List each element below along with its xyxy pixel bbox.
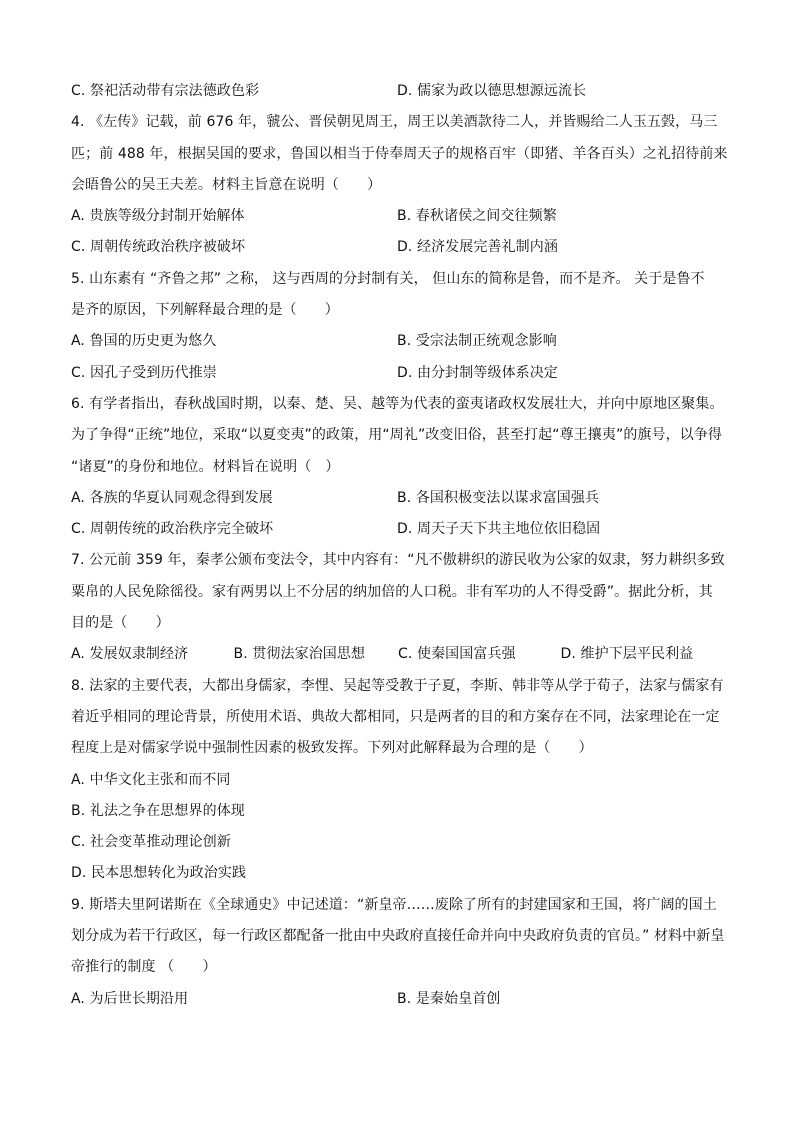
option-c: C. 周朝传统的政治秩序完全破坏 [71, 521, 274, 538]
question-7 [71, 545, 723, 670]
option-a: A. 各族的华夏认同观念得到发展 [71, 489, 273, 506]
option-d: D. 周天子天下共主地位依旧稳固 [397, 521, 601, 538]
question-stem-line: “诸夏”的身份和地位。材料旨在说明（ ） [71, 458, 340, 475]
question-9 [71, 890, 723, 1015]
option-c: C. 社会变革推动理论创新 [71, 834, 231, 851]
option-c: C. 使秦国国富兵强 [398, 646, 516, 663]
option-b: B. 春秋诸侯之间交往频繁 [397, 208, 557, 225]
question-stem-line: 5. 山东素有 “齐鲁之邦” 之称， 这与西周的分封制有关， 但山东的简称是鲁，而不是齐。 关于是鲁不 [71, 270, 705, 287]
option-b: B. 受宗法制正统观念影响 [397, 333, 557, 350]
options-row [71, 984, 723, 1015]
option-d: D. 民本思想转化为政治实践 [71, 865, 247, 882]
q3-options-continued [71, 76, 723, 107]
option-a: A. 为后世长期沿用 [71, 990, 189, 1007]
question-stem-line: 8. 法家的主要代表，大都出身儒家，李悝、吴起等受教于子夏，李斯、韩非等从学于荀子，法家与儒家有 [71, 677, 724, 694]
options-row [71, 514, 723, 545]
question-stem-line: 9. 斯塔夫里阿诺斯在《全球通史》中记述道：“新皇帝……废除了所有的封建国家和王国，将广阔的国土 [71, 896, 717, 913]
question-4 [71, 107, 728, 263]
options-row [71, 358, 723, 389]
options-row [71, 483, 723, 514]
question-stem-line: 划分成为若干行政区，每一行政区都配备一批由中央政府直接任命并向中央政府负责的官员。” 材料中新皇 [71, 928, 725, 945]
question-stem-line: 程度上是对儒家学说中强制性因素的极致发挥。下列对此解释最为合理的是（ ） [71, 740, 593, 757]
option-b: B. 礼法之争在思想界的体现 [71, 802, 245, 819]
option-a: A. 鲁国的历史更为悠久 [71, 333, 217, 350]
option-d: D. 经济发展完善礼制内涵 [397, 239, 558, 256]
options-row [71, 201, 723, 232]
options-row [71, 639, 723, 670]
question-stem-line: 目的是（ ） [71, 615, 170, 632]
question-stem-line: 着近乎相同的理论背景，所使用术语、典故大都相同，只是两者的目的和方案存在不同，法家理论在一定 [71, 708, 720, 725]
option-b: B. 是秦始皇首创 [397, 990, 501, 1007]
question-stem-line: 会晤鲁公的吴王夫差。材料主旨意在说明（ ） [71, 176, 382, 193]
option-a: A. 中华文化主张和而不同 [71, 771, 231, 788]
option-c: C. 周朝传统政治秩序被破坏 [71, 239, 246, 256]
question-6 [71, 389, 723, 545]
question-stem-line: 是齐的原因，下列解释最合理的是（ ） [71, 302, 339, 319]
question-5 [71, 264, 723, 389]
question-8 [71, 671, 723, 890]
page-content [71, 76, 728, 1015]
question-stem-line: 6. 有学者指出，春秋战国时期，以秦、楚、吴、越等为代表的蛮夷诸政权发展壮大，并向中原地区聚集。 [71, 395, 724, 412]
question-stem-line: 4. 《左传》记载，前 676 年，虢公、晋侯朝见周王，周王以美酒款待二人，并皆赐给二人玉五瑴，马三 [71, 114, 718, 131]
option-d: D. 由分封制等级体系决定 [397, 364, 558, 381]
option-d: D. 儒家为政以德思想源远流长 [397, 83, 587, 99]
option-b: B. 贯彻法家治国思想 [233, 646, 366, 663]
option-c: C. 祭祀活动带有宗法德政色彩 [71, 83, 260, 99]
option-a: A. 发展奴隶制经济 [71, 646, 189, 663]
question-stem-line: 帝推行的制度 （ ） [71, 959, 217, 976]
option-b: B. 各国积极变法以谋求富国强兵 [397, 489, 600, 506]
question-stem-line: 为了争得“正统”地位，采取“以夏变夷”的政策，用“周礼”改变旧俗，甚至打起“尊王攘夷”的旗号，以争得 [71, 427, 723, 444]
option-c: C. 因孔子受到历代推崇 [71, 364, 217, 381]
question-stem-line: 7. 公元前 359 年，秦孝公颁布变法令，其中内容有：“凡不傲耕织的游民收为公家的奴隶，努力耕织多致 [71, 552, 725, 569]
question-stem-line: 匹；前 488 年，根据吴国的要求，鲁国以相当于侍奉周天子的规格百牢（即猪、羊各百头）之礼招待前来 [71, 145, 728, 162]
question-stem-line: 粟帛的人民免除徭役。家有两男以上不分居的纳加倍的人口税。非有军功的人不得受爵”。据此分析，其 [71, 583, 713, 600]
options-row [71, 326, 723, 357]
options-row [71, 232, 723, 263]
option-a: A. 贵族等级分封制开始解体 [71, 208, 245, 225]
option-d: D. 维护下层平民利益 [560, 646, 694, 663]
